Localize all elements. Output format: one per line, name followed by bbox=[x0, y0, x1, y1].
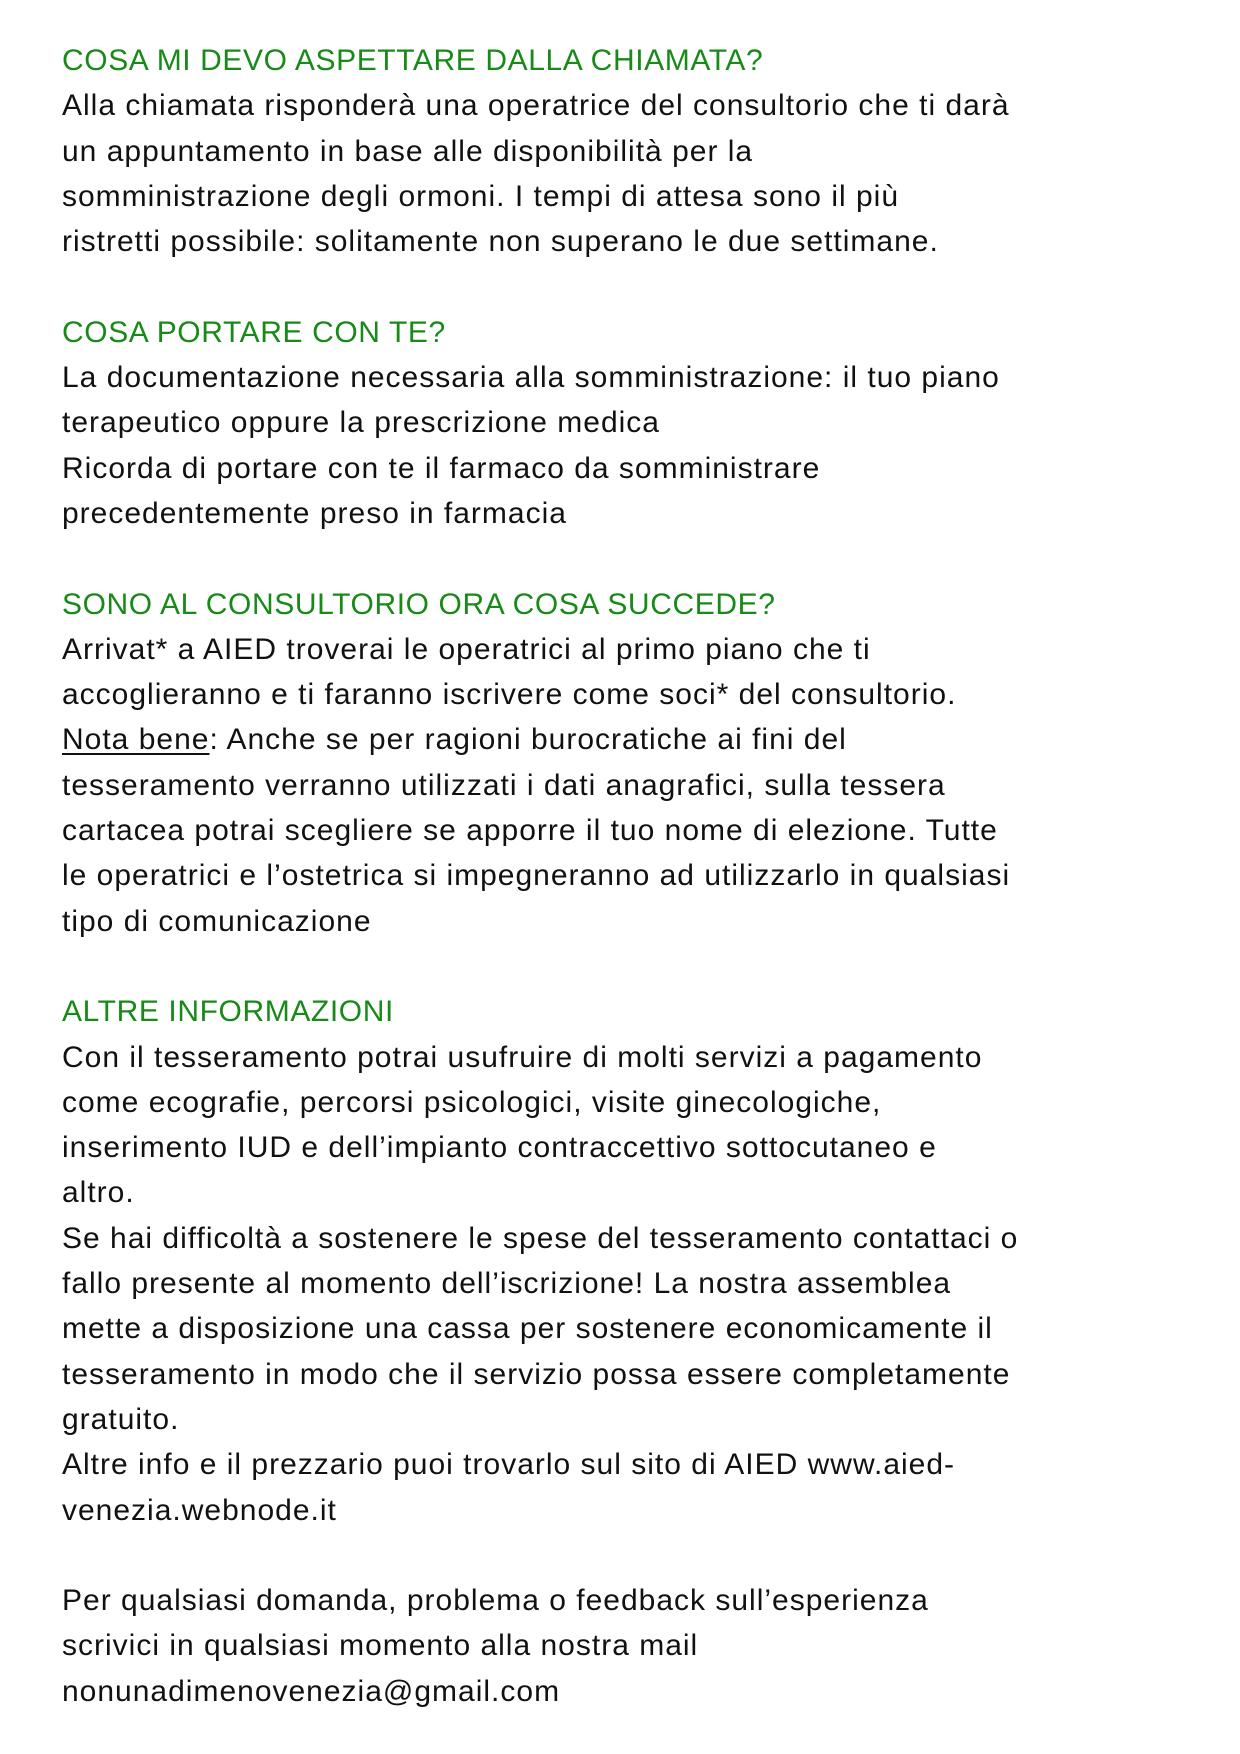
paragraph-line: altro. bbox=[62, 1176, 135, 1210]
section-heading: ALTRE INFORMAZIONI bbox=[62, 995, 394, 1029]
paragraph-line: scrivici in qualsiasi momento alla nostra mail bbox=[62, 1629, 699, 1663]
paragraph-line: Arrivat* a AIED troverai le operatrici al primo piano che ti bbox=[62, 632, 871, 666]
section-what-to-bring bbox=[62, 310, 1192, 536]
spacer bbox=[62, 264, 1192, 309]
website-line: Altre info e il prezzario puoi trovarlo sul sito di AIED www.aied- bbox=[62, 1448, 956, 1482]
section-heading: COSA PORTARE CON TE? bbox=[62, 315, 446, 349]
document-page bbox=[62, 38, 1192, 1714]
paragraph-line: Alla chiamata risponderà una operatrice del consultorio che ti darà bbox=[62, 89, 1010, 123]
note-label: Nota bene bbox=[62, 723, 210, 757]
paragraph-line: gratuito. bbox=[62, 1402, 180, 1436]
paragraph-line: inserimento IUD e dell’impianto contraccettivo sottocutaneo e bbox=[62, 1131, 937, 1165]
spacer bbox=[62, 944, 1192, 989]
paragraph-line: Per qualsiasi domanda, problema o feedback sull’esperienza bbox=[62, 1584, 929, 1618]
paragraph-line: Se hai difficoltà a sostenere le spese del tesseramento contattaci o bbox=[62, 1221, 1019, 1255]
note-line bbox=[62, 717, 1192, 762]
section-other-info bbox=[62, 989, 1192, 1533]
paragraph-line: fallo presente al momento dell’iscrizione! La nostra assemblea bbox=[62, 1267, 952, 1301]
section-heading: COSA MI DEVO ASPETTARE DALLA CHIAMATA? bbox=[62, 44, 764, 77]
paragraph-line: accoglieranno e ti faranno iscrivere come soci* del consultorio. bbox=[62, 678, 957, 712]
website-line: venezia.webnode.it bbox=[62, 1493, 337, 1527]
section-heading: SONO AL CONSULTORIO ORA COSA SUCCEDE? bbox=[62, 587, 776, 621]
note-text: : Anche se per ragioni burocratiche ai fini del bbox=[209, 723, 847, 757]
section-at-the-clinic bbox=[62, 582, 1192, 944]
paragraph-line: tesseramento verranno utilizzati i dati anagrafici, sulla tessera bbox=[62, 768, 946, 802]
paragraph-line: come ecografie, percorsi psicologici, visite ginecologiche, bbox=[62, 1085, 882, 1119]
paragraph-line: le operatrici e l’ostetrica si impegneranno ad utilizzarlo in qualsiasi bbox=[62, 859, 1011, 893]
section-call-expectations bbox=[62, 38, 1192, 264]
paragraph-line: tesseramento in modo che il servizio possa essere completamente bbox=[62, 1357, 1011, 1391]
paragraph-line: precedentemente preso in farmacia bbox=[62, 496, 567, 530]
spacer bbox=[62, 1533, 1192, 1578]
section-contact bbox=[62, 1578, 1192, 1714]
spacer bbox=[62, 536, 1192, 581]
paragraph-line: Ricorda di portare con te il farmaco da somministrare bbox=[62, 451, 821, 485]
paragraph-line: tipo di comunicazione bbox=[62, 904, 372, 938]
paragraph-line: ristretti possibile: solitamente non superano le due settimane. bbox=[62, 225, 939, 259]
paragraph-line: terapeutico oppure la prescrizione medica bbox=[62, 406, 660, 440]
paragraph-line: La documentazione necessaria alla somministrazione: il tuo piano bbox=[62, 361, 1000, 395]
paragraph-line: mette a disposizione una cassa per sostenere economicamente il bbox=[62, 1312, 993, 1346]
paragraph-line: Con il tesseramento potrai usufruire di molti servizi a pagamento bbox=[62, 1040, 983, 1074]
contact-email: nonunadimenovenezia@gmail.com bbox=[62, 1674, 561, 1708]
paragraph-line: un appuntamento in base alle disponibilità per la bbox=[62, 134, 754, 168]
paragraph-line: somministrazione degli ormoni. I tempi di attesa sono il più bbox=[62, 179, 900, 213]
paragraph-line: cartacea potrai scegliere se apporre il tuo nome di elezione. Tutte bbox=[62, 814, 998, 848]
